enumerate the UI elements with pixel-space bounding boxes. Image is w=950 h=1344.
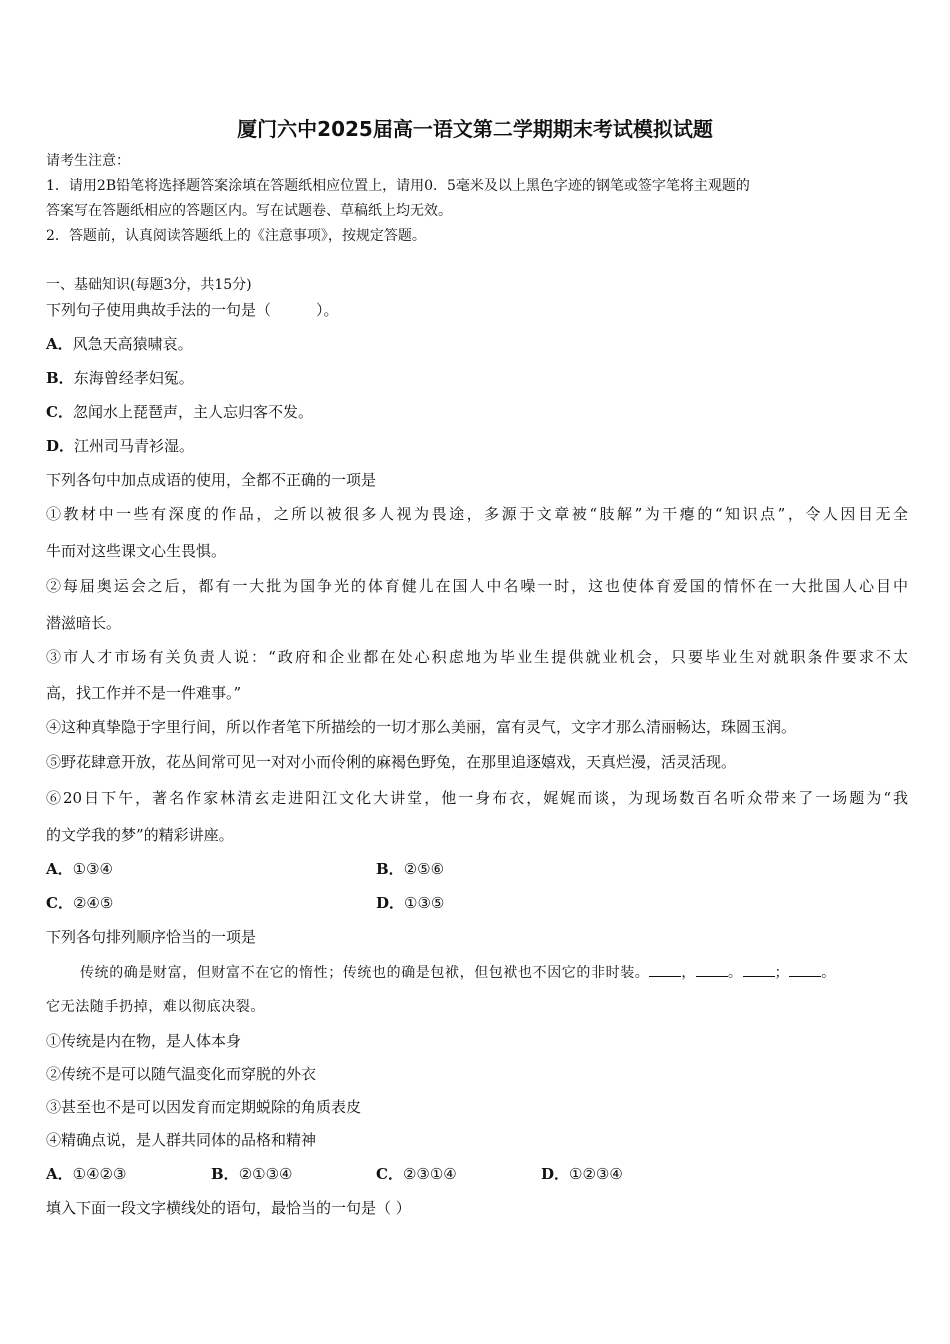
q3-separator: ， xyxy=(681,965,697,981)
option-label: C． xyxy=(376,1165,403,1183)
option-label: B． xyxy=(46,369,74,387)
q2-option-d xyxy=(376,894,444,912)
q2-sentence-3a: ③市人才市场有关负责人说：“政府和企业都在处心积虑地为毕业生提供就业机会，只要毕业生对就职条件要求不太 xyxy=(46,648,908,666)
q3-passage-text: 传统的确是财富，但财富不在它的惰性；传统也的确是包袱，但包袱也不因它的非时装。 xyxy=(80,965,650,981)
q2-sentence-6b: 的文学我的梦”的精彩讲座。 xyxy=(46,826,234,844)
notice-line-1a: 1．请用2B铅笔将选择题答案涂填在答题纸相应位置上，请用0．5毫米及以上黑色字迹的钢笔或签字笔将主观题的 xyxy=(46,178,750,194)
option-text: ②①③④ xyxy=(238,1165,293,1183)
option-label: A． xyxy=(46,335,73,353)
q2-sentence-1b: 牛而对这些课文心生畏惧。 xyxy=(46,542,227,560)
option-text: ①④②③ xyxy=(72,1165,127,1183)
option-label: C． xyxy=(46,894,73,912)
q2-sentence-5: ⑤野花肆意开放，花丛间常可见一对对小而伶俐的麻褐色野兔，在那里追逐嬉戏，天真烂漫，活灵活现。 xyxy=(46,753,737,771)
option-label: C． xyxy=(46,403,73,421)
q2-sentence-4: ④这种真挚隐于字里行间，所以作者笔下所描绘的一切才那么美丽，富有灵气，文字才那么清丽畅达，珠圆玉润。 xyxy=(46,718,797,736)
notice-line-1b: 答案写在答题纸相应的答题区内。写在试题卷、草稿纸上均无效。 xyxy=(46,203,452,219)
option-text: 风急天高猿啸哀。 xyxy=(72,335,193,353)
q3-separator: 。 xyxy=(821,965,836,981)
option-text: ①②③④ xyxy=(569,1165,623,1183)
option-text: ①③④ xyxy=(72,860,113,878)
q2-option-a xyxy=(46,860,113,878)
option-text: ②⑤⑥ xyxy=(403,860,445,878)
q3-option-d xyxy=(541,1165,623,1183)
option-label: D． xyxy=(541,1165,570,1183)
notice-heading: 请考生注意： xyxy=(46,153,130,169)
q3-blank-4 xyxy=(789,962,821,977)
section-heading: 一、基础知识(每题3分，共15分) xyxy=(46,277,252,293)
q2-sentence-2b: 潜滋暗长。 xyxy=(46,614,122,632)
option-label: D． xyxy=(376,894,405,912)
q3-option-a xyxy=(46,1165,126,1183)
q3-blank-2 xyxy=(696,962,728,977)
option-label: D． xyxy=(46,437,75,455)
option-text: 江州司马青衫湿。 xyxy=(74,437,195,455)
page-title: 厦门六中2025届高一语文第二学期期末考试模拟试题 xyxy=(237,117,713,141)
option-text: 忽闻水上琵琶声，主人忘归客不发。 xyxy=(72,403,313,421)
option-text: ②③①④ xyxy=(402,1165,457,1183)
option-text: ①③⑤ xyxy=(404,894,445,912)
q3-passage-line-2: 它无法随手扔掉，难以彻底决裂。 xyxy=(46,999,265,1015)
q3-blank-1 xyxy=(649,962,681,977)
q3-option-c xyxy=(376,1165,457,1183)
q2-sentence-2a: ②每届奥运会之后，都有一大批为国争光的体育健儿在国人中名噪一时，这也使体育爱国的情怀在一大批国人心目中 xyxy=(46,577,908,595)
q2-sentence-1a: ①教材中一些有深度的作品，之所以被很多人视为畏途，多源于文章被“肢解”为干瘪的“知识点”，令人因目无全 xyxy=(46,505,908,523)
option-text: 东海曾经孝妇冤。 xyxy=(73,369,194,387)
option-label: A． xyxy=(46,860,73,878)
q3-blank-3 xyxy=(743,962,775,977)
q3-item-4: ④精确点说，是人群共同体的品格和精神 xyxy=(46,1131,317,1149)
q3-item-2: ②传统不是可以随气温变化而穿脱的外衣 xyxy=(46,1065,317,1083)
option-label: A． xyxy=(46,1165,73,1183)
notice-line-2: 2．答题前，认真阅读答题纸上的《注意事项》，按规定答题。 xyxy=(46,228,426,244)
option-label: B． xyxy=(211,1165,239,1183)
q3-stem: 下列各句排列顺序恰当的一项是 xyxy=(46,928,257,946)
q3-option-b xyxy=(211,1165,292,1183)
option-text: ②④⑤ xyxy=(72,894,114,912)
q3-separator: 。 xyxy=(728,965,743,981)
q2-option-b xyxy=(376,860,444,878)
q2-sentence-3b: 高，找工作并不是一件难事。” xyxy=(46,684,242,702)
q1-option-c xyxy=(46,403,313,421)
q3-item-1: ①传统是内在物，是人体本身 xyxy=(46,1032,242,1050)
q3-passage-line-1 xyxy=(80,962,836,982)
q2-stem: 下列各句中加点成语的使用，全都不正确的一项是 xyxy=(46,471,377,489)
q1-option-a xyxy=(46,335,193,353)
q2-option-c xyxy=(46,894,113,912)
option-label: B． xyxy=(376,860,404,878)
q3-item-3: ③甚至也不是可以因发育而定期蜕除的角质表皮 xyxy=(46,1098,362,1116)
q1-option-b xyxy=(46,369,194,387)
q4-stem: 填入下面一段文字横线处的语句，最恰当的一句是（ ） xyxy=(46,1199,411,1217)
q1-option-d xyxy=(46,437,194,455)
q3-separator: ； xyxy=(774,965,790,981)
q2-sentence-6a: ⑥20日下午，著名作家林清玄走进阳江文化大讲堂，他一身布衣，娓娓而谈，为现场数百名听众带来了一场题为“我 xyxy=(46,789,908,807)
q1-stem: 下列句子使用典故手法的一句是（ ）。 xyxy=(46,301,339,319)
